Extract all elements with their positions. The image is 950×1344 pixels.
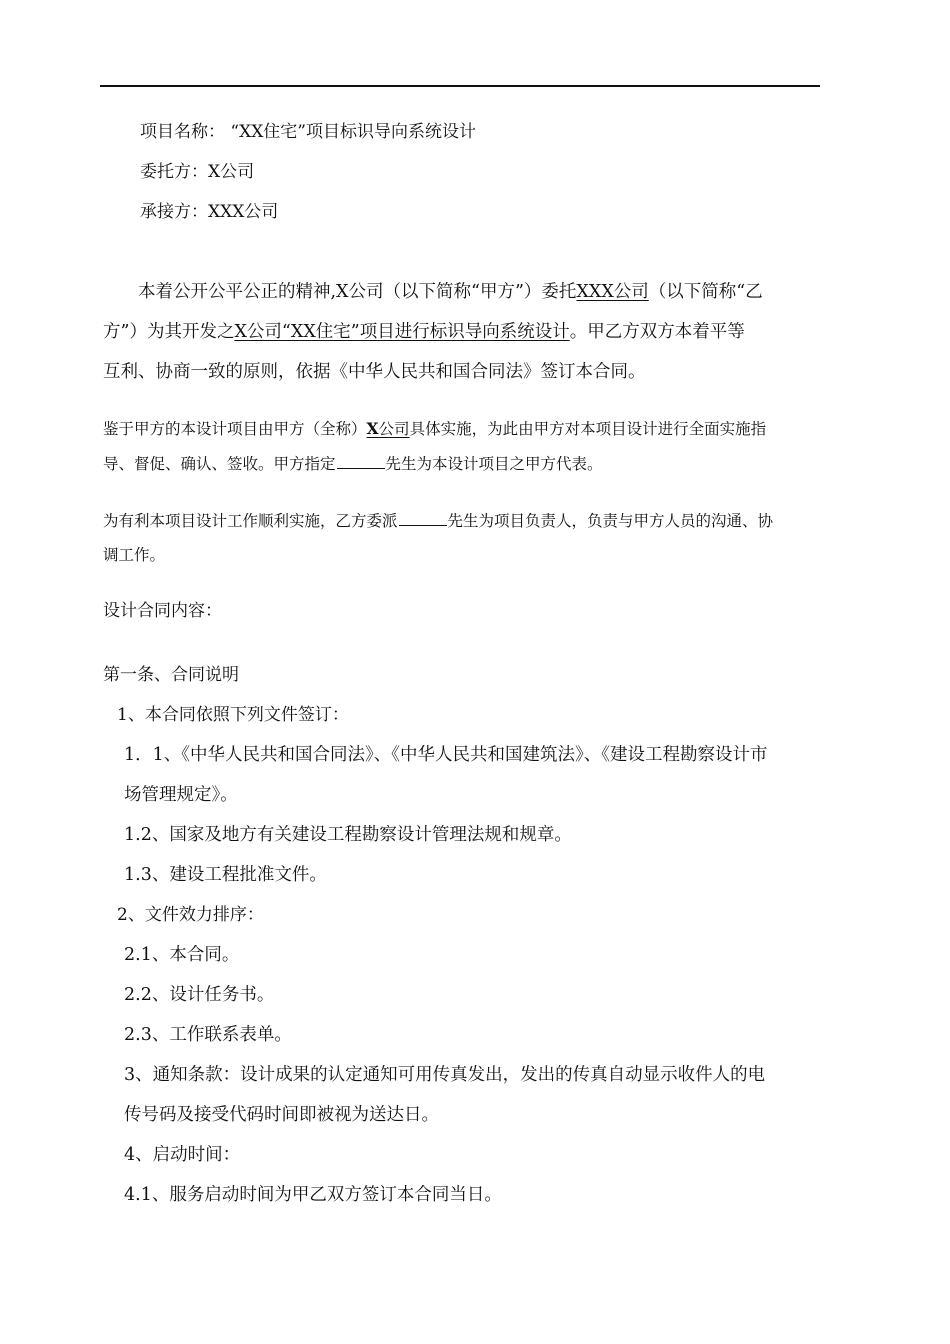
header-rule — [100, 85, 820, 87]
rep-a-text: 具体实施，为此由甲方对本项目设计进行全面实施指 — [409, 420, 767, 438]
intro-line-2 — [103, 321, 745, 343]
article-1-item-2-2: 2.2、设计任务书。 — [124, 985, 275, 1005]
party-a-initial: X — [366, 419, 379, 438]
article-1-item-1: 1、本合同依照下列文件签订： — [117, 705, 349, 725]
article-1-item-1-1-a: 1．1、《中华人民共和国合同法》、《中华人民共和国建筑法》、《建设工程勘察设计市 — [124, 745, 768, 765]
intro-text: 方”）为其开发之 — [103, 322, 235, 342]
rep-b-name-blank — [399, 510, 447, 526]
intro-text: 。甲乙方双方本着平等 — [569, 322, 745, 342]
article-1-item-1-3: 1.3、建设工程批准文件。 — [124, 865, 327, 885]
rep-a-line-2 — [103, 453, 603, 475]
section-title: 设计合同内容： — [103, 601, 222, 621]
rep-a-line-1 — [103, 418, 766, 440]
rep-b-text: 先生为项目负责人，负责与甲方人员的沟通、协 — [447, 512, 774, 530]
client-line: 委托方：X公司 — [140, 162, 255, 182]
article-1-item-3-a: 3、通知条款：设计成果的认定通知可用传真发出，发出的传真自动显示收件人的电 — [124, 1065, 766, 1085]
article-1-item-1-2: 1.2、国家及地方有关建设工程勘察设计管理法规和规章。 — [124, 825, 572, 845]
article-1-item-3-b: 传号码及接受代码时间即被视为送达日。 — [124, 1105, 439, 1125]
intro-line-3: 互利、协商一致的原则，依据《中华人民共和国合同法》签订本合同。 — [103, 362, 646, 382]
rep-b-line-2: 调工作。 — [103, 546, 166, 564]
contractor-line: 承接方：XXX公司 — [140, 202, 279, 222]
article-1-item-4-1: 4.1、服务启动时间为甲乙双方签订本合同当日。 — [124, 1185, 502, 1205]
rep-a-text: 先生为本设计项目之甲方代表。 — [385, 455, 603, 473]
project-name: 项目名称： “XX住宅”项目标识导向系统设计 — [140, 122, 476, 142]
contractor-name-underlined: XXX公司 — [576, 282, 649, 302]
party-a-suffix: 公司 — [378, 420, 410, 438]
article-1-item-4: 4、启动时间： — [124, 1145, 241, 1165]
project-desc-underlined: X公司“XX住宅”项目进行标识导向系统设计 — [234, 322, 570, 342]
rep-b-line-1 — [103, 510, 773, 532]
article-1-item-1-1-b: 场管理规定》。 — [124, 785, 238, 805]
article-1-title: 第一条、合同说明 — [103, 665, 239, 685]
article-1-item-2-3: 2.3、工作联系表单。 — [124, 1025, 292, 1045]
article-1-item-2-1: 2.1、本合同。 — [124, 945, 240, 965]
intro-text: （以下简称“乙 — [648, 282, 763, 302]
rep-b-text: 为有利本项目设计工作顺利实施，乙方委派 — [103, 512, 398, 530]
intro-text: 本着公开公平公正的精神,X公司（以下简称“甲方”）委托 — [138, 282, 577, 302]
rep-a-text: 导、督促、确认、签收。甲方指定 — [103, 455, 336, 473]
rep-a-text: 鉴于甲方的本设计项目由甲方（全称） — [103, 420, 367, 438]
article-1-item-2: 2、文件效力排序： — [117, 905, 264, 925]
rep-a-name-blank — [337, 453, 385, 469]
intro-line-1 — [138, 281, 763, 303]
